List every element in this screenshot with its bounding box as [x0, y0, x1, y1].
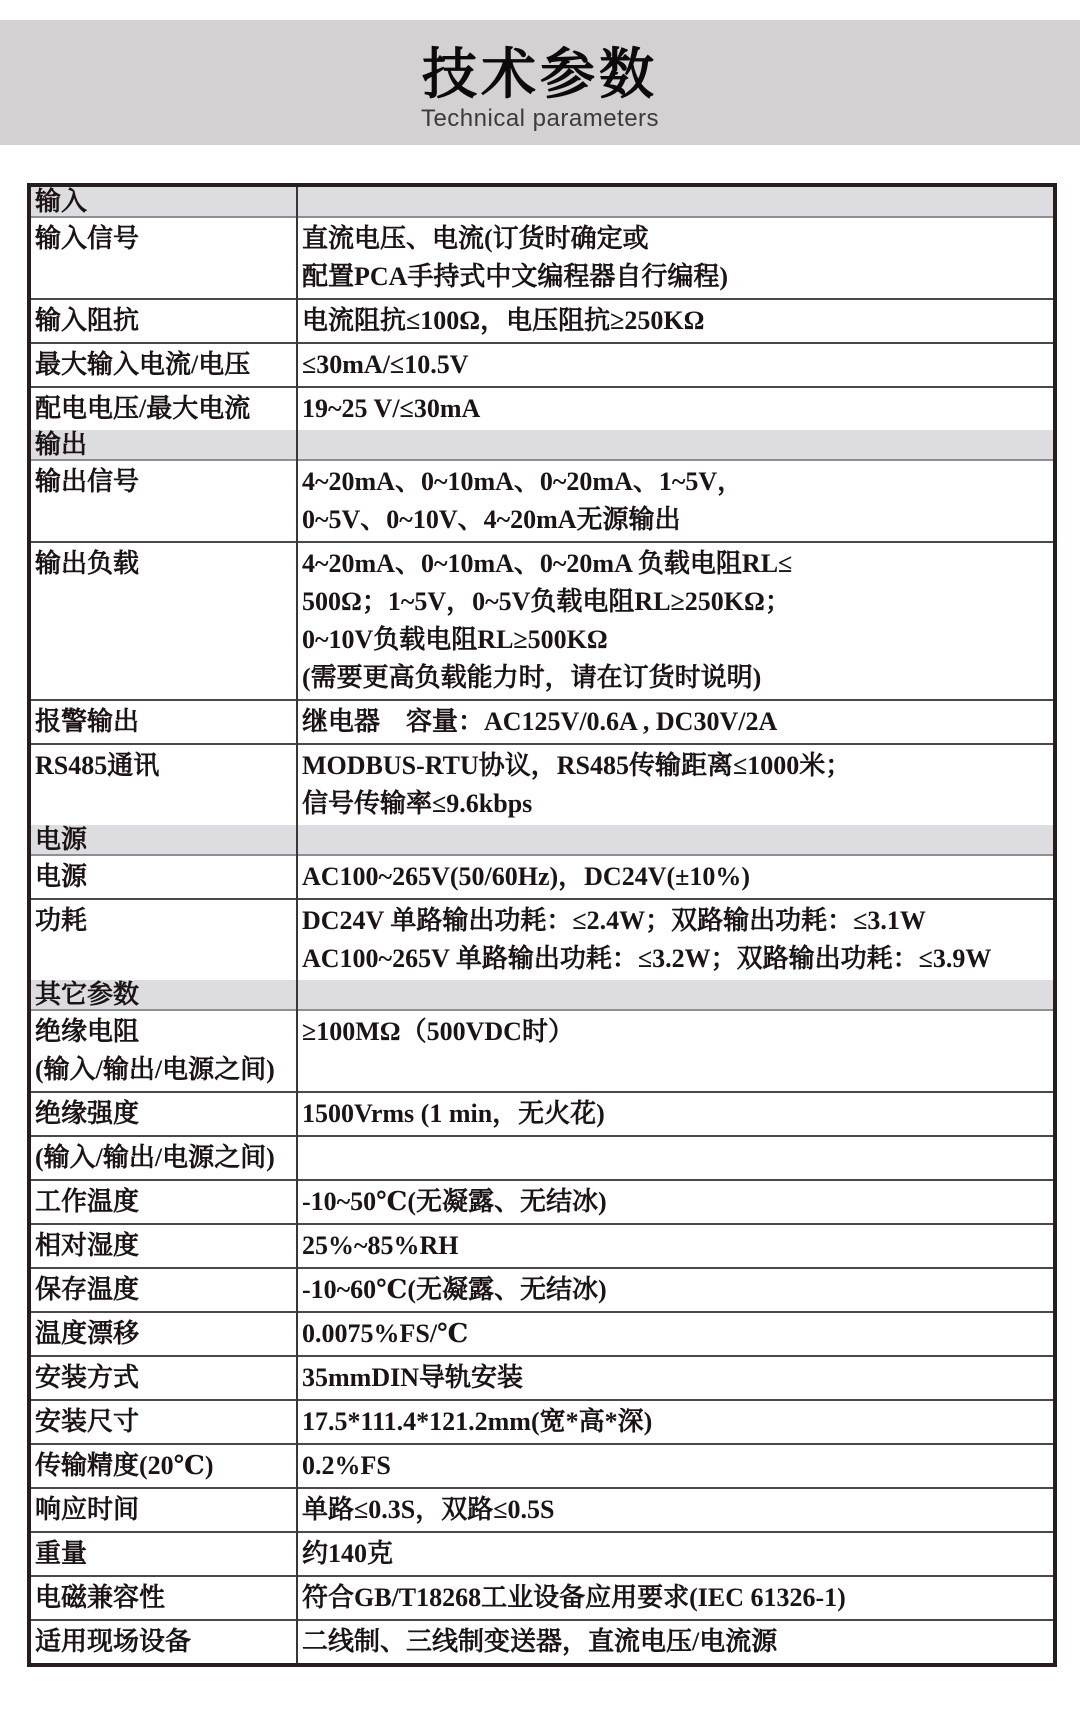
param-label-cell [29, 1010, 297, 1092]
table-row [29, 299, 1055, 343]
text-line: 符合GB/T18268工业设备应用要求(IEC 61326-1) [302, 1583, 846, 1612]
text-line: AC100~265V 单路输出功耗：≤3.2W；双路输出功耗：≤3.9W [302, 944, 992, 973]
param-label-cell [29, 1576, 297, 1620]
text-line [302, 825, 1053, 854]
table-row [29, 1268, 1055, 1312]
param-value-cell [297, 1444, 1055, 1488]
param-label-cell [29, 1356, 297, 1400]
param-label-cell [29, 744, 297, 825]
page-subtitle: Technical parameters [420, 105, 660, 132]
table-row [29, 744, 1055, 825]
param-label-cell [29, 1224, 297, 1268]
text-line: 输入 [35, 187, 88, 216]
text-line: 4~20mA、0~10mA、0~20mA 负载电阻RL≤ [302, 549, 793, 578]
param-value-cell [297, 744, 1055, 825]
section-header-row [29, 825, 1055, 855]
text-line: 500Ω；1~5V，0~5V负载电阻RL≥250KΩ； [302, 587, 791, 616]
table-row [29, 460, 1055, 542]
table-row [29, 1010, 1055, 1092]
param-value-cell [297, 460, 1055, 542]
text-line: (输入/输出/电源之间) [35, 1055, 275, 1084]
text-line: MODBUS-RTU协议，RS485传输距离≤1000米； [302, 751, 852, 780]
param-label-cell [29, 825, 297, 855]
param-value-cell [297, 387, 1055, 430]
text-line: -10~50℃(无凝露、无结冰) [302, 1187, 607, 1216]
param-value-cell [297, 343, 1055, 387]
param-label-cell [29, 1400, 297, 1444]
table-row [29, 343, 1055, 387]
table-row [29, 1620, 1055, 1665]
text-line: 输出信号 [35, 467, 140, 496]
text-line: 安装方式 [35, 1363, 140, 1392]
text-line: 二线制、三线制变送器，直流电压/电流源 [302, 1627, 778, 1656]
param-label-cell [29, 1312, 297, 1356]
param-value-cell [297, 430, 1055, 460]
param-label-cell [29, 460, 297, 542]
text-line [302, 1139, 1053, 1177]
text-line: 0~10V负载电阻RL≥500KΩ [302, 625, 608, 654]
param-value-cell [297, 1180, 1055, 1224]
technical-parameters-table [27, 183, 1057, 1667]
param-value-cell [297, 980, 1055, 1010]
text-line: 输入阻抗 [35, 306, 140, 335]
text-line: ≥100MΩ（500VDC时） [302, 1017, 574, 1046]
text-line: 保存温度 [35, 1275, 140, 1304]
param-label-cell [29, 542, 297, 700]
param-label-cell [29, 217, 297, 299]
param-label-cell [29, 387, 297, 430]
param-label-cell [29, 299, 297, 343]
param-value-cell [297, 1268, 1055, 1312]
param-label-cell [29, 855, 297, 899]
param-value-cell [297, 1136, 1055, 1180]
param-value-cell [297, 185, 1055, 217]
text-line: ≤30mA/≤10.5V [302, 350, 469, 379]
text-line: 最大输入电流/电压 [35, 350, 251, 379]
table-row [29, 1312, 1055, 1356]
section-header-row [29, 185, 1055, 217]
text-line: 其它参数 [35, 980, 140, 1009]
param-label-cell [29, 343, 297, 387]
text-line: 输出 [35, 430, 88, 459]
text-line: 17.5*111.4*121.2mm(宽*高*深) [302, 1407, 653, 1436]
param-value-cell [297, 1532, 1055, 1576]
param-value-cell [297, 1488, 1055, 1532]
text-line: (输入/输出/电源之间) [35, 1143, 275, 1172]
section-header-row [29, 430, 1055, 460]
param-label-cell [29, 1444, 297, 1488]
text-line: (需要更高负载能力时，请在订货时说明) [302, 663, 762, 692]
table-row [29, 217, 1055, 299]
text-line [302, 430, 1053, 459]
table-row [29, 1532, 1055, 1576]
text-line: 继电器 容量：AC125V/0.6A , DC30V/2A [302, 707, 778, 736]
table-row [29, 1092, 1055, 1136]
table-row [29, 700, 1055, 744]
param-value-cell [297, 1312, 1055, 1356]
table-row [29, 899, 1055, 980]
text-line: AC100~265V(50/60Hz)，DC24V(±10%) [302, 862, 751, 891]
table-row [29, 1136, 1055, 1180]
text-line: 安装尺寸 [35, 1407, 140, 1436]
param-value-cell [297, 1576, 1055, 1620]
table-row [29, 387, 1055, 430]
param-value-cell [297, 899, 1055, 980]
text-line: 0~5V、0~10V、4~20mA无源输出 [302, 505, 681, 534]
table-row [29, 1356, 1055, 1400]
param-value-cell [297, 1356, 1055, 1400]
param-value-cell [297, 855, 1055, 899]
param-label-cell [29, 1268, 297, 1312]
text-line: 25%~85%RH [302, 1231, 459, 1260]
param-value-cell [297, 1620, 1055, 1665]
text-line: 传输精度(20℃) [35, 1451, 214, 1480]
section-header-row [29, 980, 1055, 1010]
text-line: 工作温度 [35, 1187, 140, 1216]
table-row [29, 1224, 1055, 1268]
text-line: 直流电压、电流(订货时确定或 [302, 224, 649, 253]
param-label-cell [29, 1180, 297, 1224]
text-line: 电源 [35, 825, 88, 854]
text-line: 4~20mA、0~10mA、0~20mA、1~5V， [302, 467, 744, 496]
text-line: 绝缘强度 [35, 1099, 140, 1128]
param-value-cell [297, 299, 1055, 343]
param-label-cell [29, 980, 297, 1010]
text-line: 0.2%FS [302, 1451, 391, 1480]
text-line: 信号传输率≤9.6kbps [302, 789, 533, 818]
param-value-cell [297, 825, 1055, 855]
table-row [29, 855, 1055, 899]
param-label-cell [29, 700, 297, 744]
param-value-cell [297, 217, 1055, 299]
param-label-cell [29, 1092, 297, 1136]
table-row [29, 1400, 1055, 1444]
text-line [302, 187, 1053, 216]
text-line: 输出负载 [35, 549, 140, 578]
param-value-cell [297, 542, 1055, 700]
param-value-cell [297, 1224, 1055, 1268]
text-line: 35mmDIN导轨安装 [302, 1363, 523, 1392]
text-line: 电源 [35, 862, 88, 891]
text-line: 配置PCA手持式中文编程器自行编程) [302, 262, 729, 291]
param-label-cell [29, 899, 297, 980]
param-label-cell [29, 430, 297, 460]
page-header [0, 20, 1080, 145]
text-line: 1500Vrms (1 min，无火花) [302, 1099, 605, 1128]
param-label-cell [29, 1136, 297, 1180]
text-line [302, 980, 1053, 1009]
text-line: 报警输出 [35, 707, 140, 736]
param-label-cell [29, 1488, 297, 1532]
table-row [29, 1444, 1055, 1488]
text-line: 配电电压/最大电流 [35, 394, 251, 423]
text-line: 约140克 [302, 1539, 394, 1568]
param-value-cell [297, 1092, 1055, 1136]
text-line: DC24V 单路输出功耗：≤2.4W；双路输出功耗：≤3.1W [302, 906, 926, 935]
text-line: 温度漂移 [35, 1319, 140, 1348]
table-row [29, 542, 1055, 700]
param-value-cell [297, 1400, 1055, 1444]
text-line: 电流阻抗≤100Ω，电压阻抗≥250KΩ [302, 306, 705, 335]
text-line: 绝缘电阻 [35, 1017, 140, 1046]
text-line: 适用现场设备 [35, 1627, 192, 1656]
text-line: 响应时间 [35, 1495, 140, 1524]
text-line: 输入信号 [35, 224, 140, 253]
table-row [29, 1488, 1055, 1532]
text-line: 19~25 V/≤30mA [302, 394, 481, 423]
param-label-cell [29, 185, 297, 217]
param-value-cell [297, 700, 1055, 744]
text-line: 电磁兼容性 [35, 1583, 166, 1612]
text-line: 重量 [35, 1539, 88, 1568]
text-line: 功耗 [35, 906, 88, 935]
param-label-cell [29, 1532, 297, 1576]
table-row [29, 1180, 1055, 1224]
page-title: 技术参数 [421, 43, 658, 105]
table-row [29, 1576, 1055, 1620]
param-value-cell [297, 1010, 1055, 1092]
text-line: 0.0075%FS/℃ [302, 1319, 469, 1348]
text-line: RS485通讯 [35, 751, 160, 780]
text-line: -10~60℃(无凝露、无结冰) [302, 1275, 607, 1304]
text-line: 相对湿度 [35, 1231, 140, 1260]
text-line: 单路≤0.3S，双路≤0.5S [302, 1495, 555, 1524]
param-label-cell [29, 1620, 297, 1665]
